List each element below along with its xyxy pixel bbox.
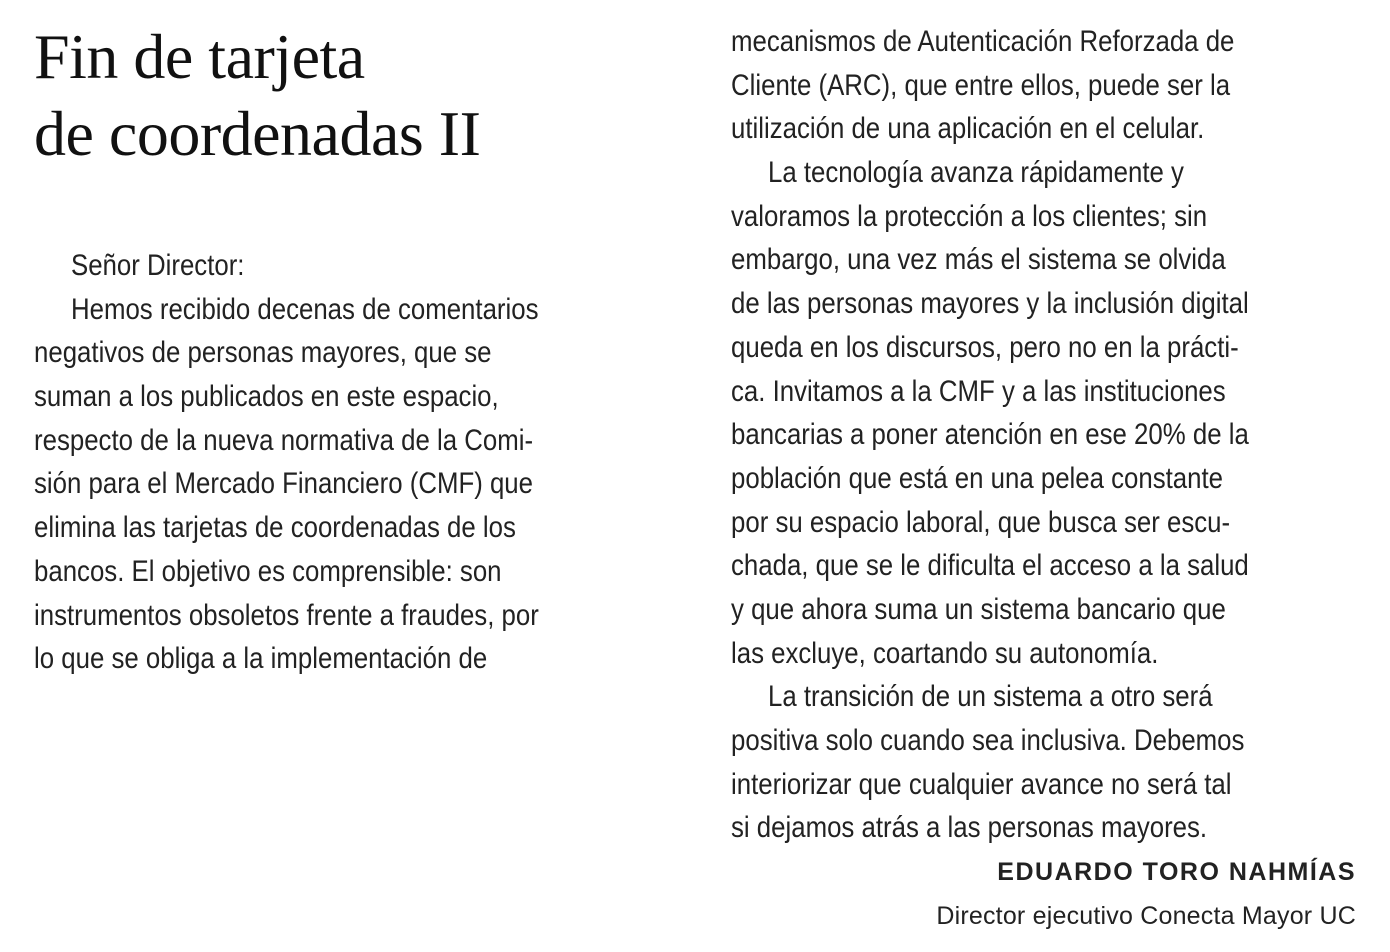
signature-name: EDUARDO TORO NAHMÍAS: [997, 858, 1356, 886]
right-column: [731, 20, 1371, 850]
text-line: población que está en una pelea constante: [731, 461, 1224, 495]
text-line: interiorizar que cualquier avance no será tal: [731, 767, 1232, 801]
text-line: de las personas mayores y la inclusión digital: [731, 287, 1249, 321]
headline-line-1: Fin de tarjeta: [34, 21, 365, 92]
paragraph-start: La tecnología avanza rápidamente y: [767, 156, 1184, 190]
text-line: respecto de la nueva normativa de la Comi-: [34, 423, 534, 457]
paragraph-start: La transición de un sistema a otro será: [767, 680, 1213, 714]
text-line: sión para el Mercado Financiero (CMF) que: [34, 467, 534, 501]
text-line: valoramos la protección a los clientes; sin: [731, 199, 1208, 233]
text-line: las excluye, coartando su autonomía.: [731, 636, 1159, 670]
text-line: chada, que se le dificulta el acceso a la salud: [731, 549, 1249, 583]
text-line: bancos. El objetivo es comprensible: son: [34, 554, 502, 588]
salutation: Señor Director:: [70, 249, 245, 282]
letter-body-left: [34, 244, 684, 681]
text-line: Hemos recibido decenas de comentarios: [70, 292, 539, 326]
text-line: positiva solo cuando sea inclusiva. Debemos: [731, 724, 1245, 757]
text-line: mecanismos de Autenticación Reforzada de: [731, 25, 1235, 58]
text-line: bancarias a poner atención en ese 20% de la: [731, 418, 1249, 452]
text-line: queda en los discursos, pero no en la prácti-: [731, 330, 1239, 364]
text-line: por su espacio laboral, que busca ser escu-: [731, 505, 1231, 539]
signature-title: Director ejecutivo Conecta Mayor UC: [936, 902, 1356, 930]
text-line: si dejamos atrás a las personas mayores.: [731, 811, 1208, 845]
text-line: negativos de personas mayores, que se: [34, 336, 492, 370]
text-line: suman a los publicados en este espacio,: [34, 380, 499, 414]
text-line: elimina las tarjetas de coordenadas de los: [34, 511, 516, 545]
headline-line-2: de coordenadas II: [34, 98, 481, 169]
text-line: y que ahora suma un sistema bancario que: [731, 592, 1226, 626]
text-line: embargo, una vez más el sistema se olvida: [731, 243, 1226, 277]
text-line: Cliente (ARC), que entre ellos, puede ser la: [731, 68, 1231, 102]
headline: [34, 18, 684, 172]
text-line: lo que se obliga a la implementación de: [34, 642, 488, 676]
text-line: utilización de una aplicación en el celular.: [731, 112, 1205, 146]
text-line: ca. Invitamos a la CMF y a las instituciones: [731, 374, 1226, 408]
left-column: [34, 18, 684, 681]
text-line: instrumentos obsoletos frente a fraudes, por: [34, 598, 539, 632]
